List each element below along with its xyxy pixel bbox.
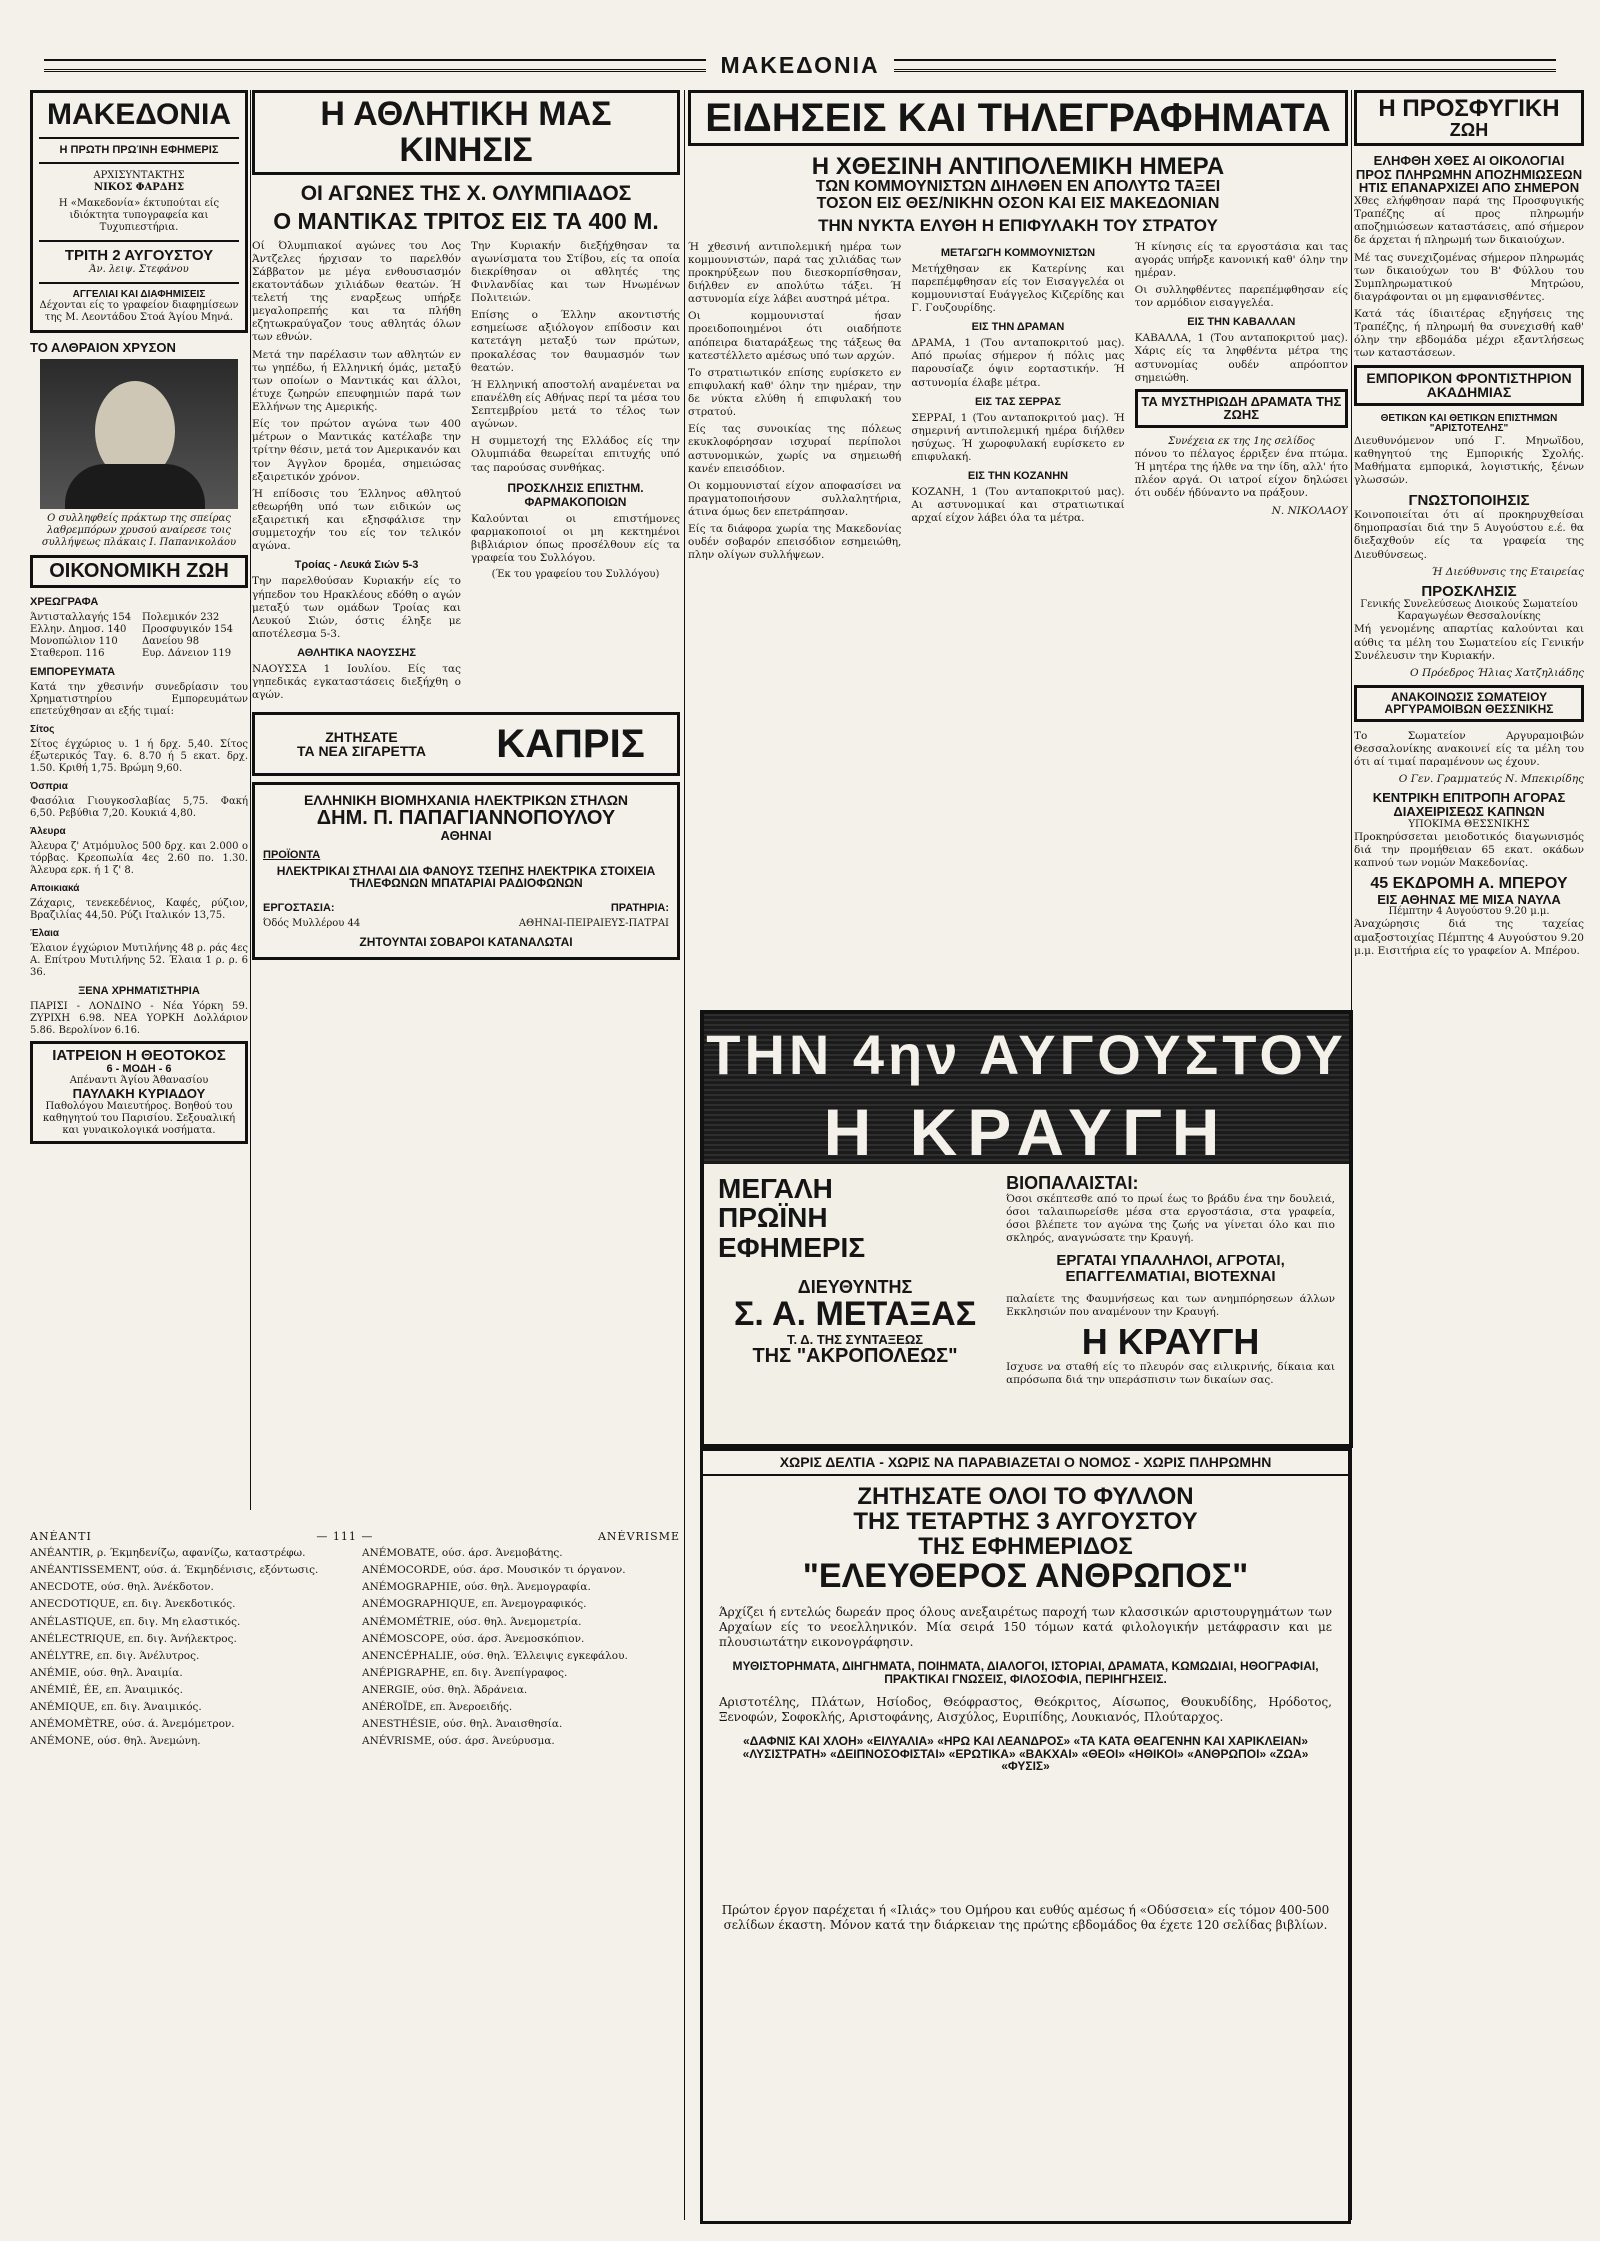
right-column xyxy=(1354,90,1584,2221)
clinic-text: Παθολόγου Μαιευτήρος. Βοηθού του καθηγητού του Παρισίου. Σεξουαλική και γυναικολογικά νοσήματα. xyxy=(42,1100,236,1136)
cig-line2: ΤΑ ΝΕΑ ΣΙΓΑΡΕΤΤΑ xyxy=(296,743,427,760)
oats-head: Όσπρια xyxy=(30,780,68,792)
sports-p2: Μετά την παρέλασιν των αθλητών εν τω γηπέδω, ή Ελληνική όμάς, μεταξύ των οποίων ο Μαντικάς και άλλοι, έτυχε ζωηρών επευφημιών παρά των Ελλήνων της Αμερικής. xyxy=(252,348,461,414)
ind-shops: ΑΘΗΝΑΙ-ΠΕΙΡΑΙΕΥΣ-ΠΑΤΡΑΙ xyxy=(518,917,669,929)
skins-text: Ζάχαρις, τενεκεδένιος, Καφές, ρύζιον, Βραζιλίας 44,50. Ρύζι Ιταλικόν 13,75. xyxy=(30,897,248,921)
bond-row: Άντισταλλαγής 154 xyxy=(30,611,132,623)
dict-entry: ANÉVRISME, ούσ. άρσ. Άνεύρυσμα. xyxy=(362,1735,555,1748)
dict-entry: ANÉMIÉ, ÉE, επ. Άναιμικός. xyxy=(30,1684,183,1696)
bonds-head: ΧΡΕΩΓΡΑΦΑ xyxy=(30,595,99,608)
saint-day: Άν. λειψ. Στεφάνου xyxy=(89,263,189,275)
news-h3: ΤΟΣΟΝ ΕΙΣ ΘΕΣ/ΝΙΚΗΝ ΟΣΟΝ ΚΑΙ ΕΙΣ ΜΑΚΕΔΟΝΙΑΝ xyxy=(816,194,1220,212)
ind-city: ΑΘΗΝΑΙ xyxy=(440,828,492,844)
masthead xyxy=(30,48,1570,82)
logo-subtitle: Η ΠΡΩΤΗ ΠΡΩΊΝΗ ΕΦΗΜΕΡΙΣ xyxy=(59,143,219,156)
ind-reps: ΖΗΤΟΥΝΤΑΙ ΣΟΒΑΡΟΙ ΚΑΤΑΝΑΛΩΤΑΙ xyxy=(359,934,573,949)
dict-entry: ANÉLASTIQUE, επ. διγ. Μη ελαστικός. xyxy=(30,1615,241,1628)
dict-entry: ANENCÉPHALIE, ούσ. θηλ. Έλλειψις εγκεφάλου. xyxy=(362,1649,628,1662)
kravgi-date: ΤΗΝ 4ην ΑΥΓΟΥΣΤΟΥ xyxy=(706,1023,1347,1086)
dict-col1 xyxy=(30,1547,348,1753)
photo-caption: Ο συλληφθείς πράκτωρ της σπείρας λαθρεμπόρων χρυσού αναίρεσε τοις συλλήψεως πλάκαις Ι. Παπανικολάου xyxy=(41,512,237,548)
sports-banner xyxy=(252,90,680,175)
dict-entry: ANÉANTIR, ρ. Έκμηδενίζω, αφανίζω, καταστρέφω. xyxy=(30,1547,306,1559)
oil-text: Έλαιον έγχώριον Μυτιλήνης 48 ρ. ράς 4ες Α. Επίτρου Μυτιλήνης 52. Έλαια 1 ρ. ρ. 6 36. xyxy=(30,942,248,978)
ads-text: Δέχονται είς το γραφείον διαφημίσεων της Μ. Λεοντάδου Στοά Άγίου Μηνά. xyxy=(39,300,239,324)
comm-head: ΚΕΝΤΡΙΚΗ ΕΠΙΤΡΟΠΗ ΑΓΟΡΑΣ ΔΙΑΧΕΙΡΙΣΕΩΣ ΚΑΠΝΩΝ xyxy=(1372,790,1566,819)
dict-header xyxy=(30,1530,680,1543)
sports-p3: Είς τον πρώτον αγώνα των 400 μέτρων ο Μαντικάς κατέλαβε την τρίτην θέσιν, μετά τον Αμερικανόν και τον Άγγλον δρομέα, σημειώσας εξαιρετικόν χρόνον. xyxy=(252,418,461,483)
eleft-footer: Πρώτον έργον παρέχεται ή «Ιλιάς» του Ομήρου και ευθύς αμέσως ή «Οδύσσεια» είς τόμον 400-500 σελίδων έκαστη. Μόνον κατά την διάρκειαν της πρώτης εβδομάδος θα έχετε 120 σελίδας βιβλίων. xyxy=(721,1902,1330,1932)
sec5-text: ΚΑΒΑΛΛΑ, 1 (Του ανταποκριτού μας). Χάρις είς τα ληφθέντα μέτρα της αστυνομίας ουδέν απρόοπτον σημειώθη. xyxy=(1134,332,1348,384)
ed-head: ΕΜΠΟΡΙΚΟΝ ΦΡΟΝΤΙΣΤΗΡΙΟΝ ΑΚΑΔΗΜΙΑΣ xyxy=(1366,369,1572,401)
sports-p4: Ή επίδοσις του Έλληνος αθλητού εθεωρήθη υπό των ειδικών ως εξαιρετική και εξησφάλισε την συμμετοχήν του είς τον τελικόν αγώνα. xyxy=(252,487,461,553)
sports-column xyxy=(252,90,680,1521)
call-text: Μή γενομένης απαρτίας καλούνται και αύθις τα μέλη του Σωματείου είς Γενικήν Συνέλευσιν την Κυριακήν. xyxy=(1354,623,1584,662)
sports-p1: Οί Όλυμπιακοί αγώνες του Λος Άντζελες ήρχισαν το παρελθόν Σάββατον με μέγα ενθουσιασμόν εκατοντάδων χιλιάδων θεατών. Ή τελετή της εναρξεως υπήρξε μεγαλοπρεπής και τα πλήθη εζητωκραύγαζον τους αθλητάς όλων των εθνών. xyxy=(252,239,461,344)
dict-entry: ANESTHÉSIE, ούσ. θηλ. Άναισθησία. xyxy=(362,1718,563,1731)
sec3-head: ΕΙΣ ΤΑΣ ΣΕΡΡΑΣ xyxy=(975,395,1061,408)
refugee-head: ΕΛΗΦΘΗ ΧΘΕΣ ΑΙ ΟΙΚΟΛΟΓΙΑΙ ΠΡΟΣ ΠΛΗΡΩΜΗΝ ΑΠΟΖΗΜΙΩΣΕΩΝ ΗΤΙΣ ΕΠΑΝΑΡΧΙΖΕΙ ΑΠΟ ΣΗΜΕΡΟΝ xyxy=(1355,153,1583,196)
editor-name: ΝΙΚΟΣ ΦΑΡΔΗΣ xyxy=(93,182,185,194)
ind-products-head: ΠΡΟΪΟΝΤΑ xyxy=(263,848,321,861)
gold-title: ΤΟ ΑΛΘΡΑΙΟΝ ΧΡΥΣΟΝ xyxy=(30,340,176,356)
dict-entry: ANÉMOBATE, ούσ. άρσ. Άνεμοβάτης. xyxy=(362,1547,563,1559)
notice-head: ΓΝΩΣΤΟΠΟΙΗΣΙΣ xyxy=(1408,492,1530,510)
trip-sub: ΕΙΣ ΑΘΗΝΑΣ ΜΕ ΜΙΣΑ ΝΑΥΛΑ xyxy=(1377,891,1561,907)
dict-hdr-center: — 111 — xyxy=(316,1530,374,1543)
bond-row: Πολεμικόν 232 xyxy=(142,611,220,623)
sec1-text: Μετήχθησαν εκ Κατερίνης και παρεπέμφθησαν είς τον Εισαγγελέα οι κομμουνισταί Ευάγγελος Κιζερίδης και Γ. Γουζουρίδης. xyxy=(911,262,1125,314)
news-h4: ΤΗΝ ΝΥΚΤΑ ΕΛΥΘΗ Η ΕΠΙΦΥΛΑΚΗ ΤΟΥ ΣΤΡΑΤΟΥ xyxy=(818,215,1218,235)
news-banner xyxy=(688,90,1348,146)
notice-sig: Ή Διεύθυνσις της Εταιρείας xyxy=(1431,565,1584,578)
wheat-text: Σίτος έγχώριος υ. 1 ή δρχ. 5,40. Σίτος έξωτερικός Ταγ. 6. 8.70 ή 5 εκατ. δρχ. 1.50. Κριθή 1,75. Βρώμη 9,60. xyxy=(30,738,248,774)
bonds-table xyxy=(30,612,248,660)
kravgi-banner xyxy=(704,1014,1349,1169)
dict-entry: ANÉLECTRIQUE, επ. διγ. Άνήλεκτρος. xyxy=(30,1632,237,1645)
eleft-list: ΜΥΘΙΣΤΟΡΗΜΑΤΑ, ΔΙΗΓΗΜΑΤΑ, ΠΟΙΗΜΑΤΑ, ΔΙΑΛΟΓΟΙ, ΙΣΤΟΡΙΑΙ, ΔΡΑΜΑΤΑ, ΚΩΜΩΔΙΑΙ, ΗΘΟΓΡΑΦΙΑΙ, ΠΡΑΚΤΙΚΑΙ ΓΝΩΣΕΙΣ, ΦΙΛΟΣΟΦΙΑ, ΠΕΡΙΗΓΗΣΕΙΣ. xyxy=(732,1658,1319,1686)
bond-row: Δανείου 98 xyxy=(142,635,200,647)
dict-entry: ANÉANTISSEMENT, ούσ. ά. Έκμηδένισις, εξόντωσις. xyxy=(30,1564,319,1577)
sports-h1: ΟΙ ΑΓΩΝΕΣ ΤΗΣ Χ. ΟΛΥΜΠΙΑΔΟΣ xyxy=(300,182,632,206)
kravgi-dir-sub: Τ. Δ. ΤΗΣ ΣΥΝΤΑΞΕΩΣ xyxy=(787,1331,924,1347)
cig-brand: ΚΑΠΡΙΣ xyxy=(496,722,645,767)
oats-text: Φασόλια Γιουγκοσλαβίας 5,75. Φακή 6,50. Ρεβύθια 7,20. Κουκιά 4,80. xyxy=(30,795,248,819)
trade-head: ΕΜΠΟΡΕΥΜΑΤΑ xyxy=(30,665,116,678)
fx-title: ΞΕΝΑ ΧΡΗΜΑΤΙΣΤΗΡΙΑ xyxy=(78,984,200,997)
portrait-photo xyxy=(40,359,238,509)
dict-entry: ANÉMOCORDE, ούσ. άρσ. Μουσικόν τι όργανον. xyxy=(362,1564,626,1577)
news-p8: Οι συλληφθέντες παρεπέμφθησαν είς τον αρμόδιον εισαγγελέα. xyxy=(1134,284,1348,310)
kravgi-workers: ΕΡΓΑΤΑΙ ΥΠΑΛΛΗΛΟΙ, ΑΓΡΟΤΑΙ, ΕΠΑΓΓΕΛΜΑΤΙΑΙ, ΒΙΟΤΕΧΝΑΙ xyxy=(1056,1252,1285,1286)
left-column xyxy=(30,90,248,1521)
refugee-p3: Κατά τάς ίδιαιτέρας εξηγήσεις της Τραπέζης, ή πληρωμή θα συνεχισθή καθ' όλην την εβδομάδα μέχρι εξαντλήσεως των καταστάσεων. xyxy=(1354,308,1584,360)
ind-line1: ΕΛΛΗΝΙΚΗ ΒΙΟΜΗΧΑΝΙΑ ΗΛΕΚΤΡΙΚΩΝ ΣΤΗΛΩΝ xyxy=(303,792,629,809)
wheat-head: Σίτος xyxy=(30,723,55,735)
trip-date: Πέμπτην 4 Αυγούστου 9.20 μ.μ. xyxy=(1388,906,1550,918)
kravgi-brand: Η ΚΡΑΥΓΗ xyxy=(1081,1321,1260,1363)
call-sig: Ο Πρόεδρος Ήλιας Χατζηλιάδης xyxy=(1410,666,1584,679)
ind-products: ΗΛΕΚΤΡΙΚΑΙ ΣΤΗΛΑΙ ΔΙΑ ΦΑΝΟΥΣ ΤΣΕΠΗΣ ΗΛΕΚΤΡΙΚΑ ΣΤΟΙΧΕΙΑ ΤΗΛΕΦΩΝΩΝ ΜΠΑΤΑΡΙΑΙ ΡΑΔΙΟΦΩΝΩΝ xyxy=(276,863,656,891)
race-text: Την παρελθούσαν Κυριακήν είς το γήπεδον του Ηρακλέους εδόθη ο αγών μεταξύ των ομάδων Τροίας και Λευκού Σιών, όστις έληξε με αποτέλεσμα 5-3. xyxy=(252,575,461,640)
sports-p5: Την Κυριακήν διεξήχθησαν τα αγωνίσματα του Στίβου, είς τα οποία διεκρίθησαν οι αθλητές της Φινλανδίας και των Ηνωμένων Πολιτειών. xyxy=(471,239,680,305)
clinic-street: Απέναντι Άγίου Άθανασίου xyxy=(69,1075,209,1087)
kravgi-dir-name: Σ. Α. ΜΕΤΑΞΑΣ xyxy=(733,1295,977,1334)
editor-label: ΑΡΧΙΣΥΝΤΑΚΤΗΣ xyxy=(93,170,185,182)
ind-factory: Όδός Μυλλέρου 44 xyxy=(263,917,361,929)
kravgi-right-text: Όσοι σκέπτεσθε από το πρωί έως το βράδυ ένα την δουλειά, όσοι ταλαιπωρείσθε μέσα στα εργοστάσια, στα γραφεία, όσοι βλέπετε τον αγώνα της ζωής να γίνεται όλο και πιο σκληρός, αναγνώσατε την Κραυγή. xyxy=(1006,1192,1335,1245)
sports-body xyxy=(252,240,680,707)
trip-text: Άναχώρησις διά της ταχείας αμαξοστοιχίας Πέμπτης 4 Αυγούστου 9.20 μ.μ. Εισιτήρια είς το γραφείον Α. Μπέρου. xyxy=(1354,918,1584,957)
econ-banner xyxy=(30,555,248,588)
sports-p8: Η συμμετοχή της Ελλάδος είς την Ολυμπιάδα θεωρείται επιτυχής υπό τας παρούσας συνθήκας. xyxy=(471,435,680,474)
bond-row: Προσφυγικόν 154 xyxy=(142,623,234,635)
union-sig: Ο Γεν. Γραμματεύς Ν. Μπεκιρίδης xyxy=(1398,773,1584,786)
dictionary-section xyxy=(30,1530,680,2220)
kravgi-left3: ΕΦΗΜΕΡΙΣ xyxy=(718,1231,866,1263)
kravgi-left1: ΜΕΓΑΛΗ xyxy=(718,1173,833,1204)
oil-head: Έλαια xyxy=(30,927,60,939)
sec2-text: ΔΡΑΜΑ, 1 (Του ανταποκριτού μας). Από πρωίας σήμερον ή πόλις μας παρουσίαζε όψιν εορταστικήν. Ή αστυνομία έλαβε μέτρα. xyxy=(911,337,1125,389)
kravgi-workers-text: παλαίετε της Φαυμνήσεως και των ανημπόρησεων άλλων Εκκλησιών που αναμένουν την Κραυγή. xyxy=(1006,1292,1335,1319)
sports-h2: Ο ΜΑΝΤΙΚΑΣ ΤΡΙΤΟΣ ΕΙΣ ΤΑ 400 Μ. xyxy=(273,208,659,235)
ind-shops-head: ΠΡΑΤΗΡΙΑ: xyxy=(610,901,669,914)
kravgi-dir-paper: ΤΗΣ "ΑΚΡΟΠΟΛΕΩΣ" xyxy=(752,1345,958,1368)
eleft-h1: ΖΗΤΗΣΑΤΕ ΟΛΟΙ ΤΟ ΦΥΛΛΟΝ xyxy=(857,1482,1194,1510)
dict-entry: ANECDOTIQUE, επ. διγ. Άνεκδοτικός. xyxy=(30,1598,236,1611)
dict-entry: ANÉMONE, ούσ. θηλ. Άνεμώνη. xyxy=(30,1735,201,1748)
econ-title: ΟΙΚΟΝΟΜΙΚΗ ΖΩΗ xyxy=(49,559,229,582)
sec4-head: ΕΙΣ ΤΗΝ ΚΟΖΑΝΗΝ xyxy=(967,470,1069,483)
clinic-sub: 6 - ΜΟΔΗ - 6 xyxy=(106,1062,172,1075)
cigarette-ad xyxy=(252,712,680,776)
sec2-head: ΕΙΣ ΤΗΝ ΔΡΑΜΑΝ xyxy=(971,321,1065,334)
dict-entry: ANÉPIGRAPHE, επ. διγ. Άνεπίγραφος. xyxy=(362,1666,568,1679)
ind-factory-head: ΕΡΓΟΣΤΑΣΙΑ: xyxy=(263,901,335,914)
myst-text: πόνου το πέλαγος έρριξεν ένα πτώμα. Ή μητέρα της ήλθε να την ίδη, αλλ' ήτο πλέον αργά. Οι ιατροί είχον δηλώσει ότι ουδέν ήδύναντο να πράξουν. xyxy=(1134,448,1348,500)
eleft-h3: ΤΗΣ ΕΦΗΜΕΡΙΔΟΣ xyxy=(918,1533,1133,1561)
refugee-p1: Χθες ελήφθησαν παρά της Προσφυγικής Τραπέζης αί προς πληρωμήν αποζημιώσεων καταστάσεις, από σήμερον δε άρχεται ή πληρωμή των δικαιούχων. xyxy=(1354,195,1584,247)
sports-p7: Ή Ελληνική αποστολή αναμένεται να επανέλθη είς Αθήνας περί τα μέσα του Σεπτεμβρίου μετά το τέλος των αγώνων. xyxy=(471,378,680,431)
dict-entry: ANÉLYTRE, επ. διγ. Άνέλυτρος. xyxy=(30,1649,200,1662)
news-body xyxy=(688,241,1348,567)
trip-head: 45 ΕΚΔΡΟΜΗ Α. ΜΠΕΡΟΥ xyxy=(1370,874,1568,892)
dict-entry: ANÉROÏDE, επ. Άνεροειδής. xyxy=(362,1701,513,1714)
kravgi-title: Η ΚΡΑΥΓΗ xyxy=(823,1095,1230,1169)
fx-text: ΠΑΡΙΣΙ - ΛΟΝΔΙΝΟ - Νέα Υόρκη 59. ΖΥΡΙΧΗ 6.98. ΝΕΑ ΥΟΡΚΗ Δολλάριον 5.86. Βερολίνον 6.16. xyxy=(30,1000,248,1036)
bond-row: Μονοπώλιον 110 xyxy=(30,635,118,647)
clinic-ad xyxy=(30,1041,248,1144)
sports-title: Η ΑΘΛΗΤΙΚΗ ΜΑΣ ΚΙΝΗΣΙΣ xyxy=(320,95,612,169)
ind-line2: ΔΗΜ. Π. ΠΑΠΑΓΙΑΝΝΟΠΟΥΛΟΥ xyxy=(316,807,616,830)
dict-hdr-left: ANÉANTI xyxy=(30,1530,92,1543)
refugee-banner xyxy=(1354,90,1584,146)
dict-entry: ANÉMOGRAPHIE, ούσ. θηλ. Άνεμογραφία. xyxy=(362,1581,591,1594)
eleft-authors: Αριστοτέλης, Πλάτων, Ησίοδος, Θεόφραστος, Θεόκριτος, Αίσωπος, Θουκυδίδης, Ηρόδοτος, Ξενοφών, Σοφοκλής, Αριστοφάνης, Αισχύλος, Ευριπίδης, Λουκιανός, Πλούταρχος. xyxy=(719,1695,1332,1725)
kravgi-dir-label: ΔΙΕΥΘΥΝΤΗΣ xyxy=(797,1277,913,1298)
refugee-title: Η ΠΡΟΣΦΥΓΙΚΗ xyxy=(1378,95,1560,122)
paper-logo-box xyxy=(30,90,248,333)
kravgi-right-head: ΒΙΟΠΑΛΑΙΣΤΑΙ: xyxy=(1006,1173,1139,1193)
clinic-title: ΙΑΤΡΕΙΟΝ Η ΘΕΟΤΟΚΟΣ xyxy=(52,1046,226,1064)
logo-title: ΜΑΚΕΔΟΝΙΑ xyxy=(46,98,232,131)
masthead-title: ΜΑΚΕΔΟΝΙΑ xyxy=(720,51,880,78)
union-head: ΑΝΑΚΟΙΝΩΣΙΣ ΣΩΜΑΤΕΙΟΥ ΑΡΓΥΡΑΜΟΙΒΩΝ ΘΕΣΣΝΙΚΗΣ xyxy=(1384,689,1554,717)
news-p5: Οι κομμουνισταί είχον αποφασίσει να πραγματοποιήσουν συλλαλητήρια, άτινα όμως δεν επετράπησαν. xyxy=(688,479,902,518)
race-head: Τροίας - Λευκά Σιών 5-3 xyxy=(294,559,419,572)
dict-entry: ANÉMOGRAPHIQUE, επ. Άνεμογραφικός. xyxy=(362,1598,587,1611)
sports-p6: Επίσης ο Έλλην ακοντιστής εσημείωσε αξιόλογον επίδοσιν και κατετάγη μεταξύ των πρώτων, προκαλέσας τον θαυμασμόν των θεατών. xyxy=(471,309,680,374)
printed-note: Η «Μακεδονία» έκτυπούται είς ιδιόκτητα τυπογραφεία και Τυχυπιεστήρια. xyxy=(58,198,220,234)
news-column xyxy=(688,90,1348,1001)
dict-col2 xyxy=(362,1547,680,1753)
pharm-head: ΠΡΟΣΚΛΗΣΙΣ ΕΠΙΣΤΗΜ. ΦΑΡΜΑΚΟΠΟΙΩΝ xyxy=(507,480,644,509)
column-rule xyxy=(684,90,685,2220)
naousa-head: ΑΘΛΗΤΙΚΑ ΝΑΟΥΣΣΗΣ xyxy=(297,647,416,660)
myst-sig: Ν. ΝΙΚΟΛΑΟΥ xyxy=(1271,504,1348,517)
kravgi-left2: ΠΡΩΪΝΗ xyxy=(718,1202,828,1234)
skins-head: Αποικιακά xyxy=(30,882,80,894)
kravgi-brand-text: Ισχυσε να σταθή είς το πλευρόν σας ειλικρινής, δίκαια και απρόσωπα διά την υπεράσπισιν των δικαίων σας. xyxy=(1006,1360,1335,1387)
cig-line1: ΖΗΤΗΣΑΤΕ xyxy=(325,728,398,745)
news-p4: Είς τας συνοικίας της πόλεως εκυκλοφόρησαν ισχυραί περίπολοι αστυνομικών, χωρίς να σημειωθή κανέν επεισόδιον. xyxy=(688,423,902,475)
naousa-text: ΝΑΟΥΣΣΑ 1 Ιουλίου. Είς τας γηπεδικάς εγκαταστάσεις διεξήχθη ο αγών. xyxy=(252,663,461,702)
clinic-doctor: ΠΑΥΛΑΚΗ ΚΥΡΙΑΔΟΥ xyxy=(72,1086,206,1102)
news-p6: Είς τα διάφορα χωρία της Μακεδονίας ουδέν σοβαρόν επεισόδιον εσημειώθη, πλην ολίγων συλλήψεων. xyxy=(688,523,902,562)
battery-ad xyxy=(252,782,680,959)
refugee-subtitle: ΖΩΗ xyxy=(1449,120,1489,141)
ed-sub: ΘΕΤΙΚΩΝ ΚΑΙ ΘΕΤΙΚΩΝ ΕΠΙΣΤΗΜΩΝ "ΑΡΙΣΤΟΤΕΛΗΣ" xyxy=(1380,412,1558,435)
ed-text: Διευθυνόμενον υπό Γ. Μηνωϊδου, καθηγητού της Εμπορικής Σχολής. Μαθήματα εμπορικά, λογιστικής, ξένων γλωσσών. xyxy=(1354,434,1584,487)
eleft-topline: ΧΩΡΙΣ ΔΕΛΤΙΑ - ΧΩΡΙΣ ΝΑ ΠΑΡΑΒΙΑΖΕΤΑΙ Ο ΝΟΜΟΣ - ΧΩΡΙΣ ΠΛΗΡΩΜΗΝ xyxy=(703,1451,1348,1476)
news-title: ΕΙΔΗΣΕΙΣ ΚΑΙ ΤΗΛΕΓΡΑΦΗΜΑΤΑ xyxy=(705,96,1331,140)
news-p2: Οι κομμουνισταί ήσαν προειδοποιημένοι ότι οιαδήποτε απόπειρα διαταράξεως της τάξεως θα κατεστέλλετο αμέσως υπό των αρχών. xyxy=(688,310,902,362)
eleft-text: Άρχίζει ή εντελώς δωρεάν προς όλους ανεξαιρέτως παροχή των κλασσικών αριστουργημάτων των Αρχαίων είς το νεοελληνικόν. Μία σειρά 150 τόμων κατά φιλολογικήν μετάφρασιν και με πλουσιωτάτην εικονογράφησιν. xyxy=(719,1604,1332,1649)
dict-entry: ANERGIE, ούσ. θηλ. Άδράνεια. xyxy=(362,1684,528,1696)
pharm-sig: (Έκ του γραφείου του Συλλόγου) xyxy=(491,569,660,581)
flour-text: Άλευρα ζ' Ατμόμυλος 500 δρχ. και 2.000 ο τόρβας. Κρεοπωλία 4ες 2.60 πο. 1.30. Άλευρα ερκ. ή 1 ζ' 8. xyxy=(30,840,248,876)
ads-head: ΑΓΓΕΛΙΑΙ ΚΑΙ ΔΙΑΦΗΜΙΣΕΙΣ xyxy=(72,288,206,300)
news-p1: Ή χθεσινή αντιπολεμική ημέρα των κομμουνιστών, παρά τας χιλιάδας των προκηρύξεων που διεσκορπίσθησαν, διήλθεν εν απολύτω τάξει. Ή αστυνομία είχε λάβει αυστηρά μέτρα. xyxy=(688,240,902,306)
union-text: Το Σωματείον Αργυραμοιβών Θεσσαλονίκης ανακοινεί είς τα μέλη του ότι αί τιμαί παραμένουν ως έχουν. xyxy=(1354,729,1584,769)
dict-entry: ANÉMOMÈTRE, ούσ. ά. Άνεμόμετρον. xyxy=(30,1718,235,1731)
dict-entry: ANÉMIQUE, επ. διγ. Άναιμικός. xyxy=(30,1701,202,1714)
myst-sub: Συνέχεια εκ της 1ης σελίδος xyxy=(1168,436,1315,448)
mystery-box xyxy=(1135,389,1348,428)
myst-head: ΤΑ ΜΥΣΤΗΡΙΩΔΗ ΔΡΑΜΑΤΑ ΤΗΣ ΖΩΗΣ xyxy=(1141,393,1342,423)
dict-entry: ANÉMOSCOPE, ούσ. άρσ. Άνεμοσκόπιον. xyxy=(362,1632,585,1645)
dict-entry: ANECDOTE, ούσ. θηλ. Άνέκδοτον. xyxy=(30,1581,214,1594)
news-h2: ΤΩΝ ΚΟΜΜΟΥΝΙΣΤΩΝ ΔΙΗΛΘΕΝ ΕΝ ΑΠΟΛΥΤΩ ΤΑΞΕΙ xyxy=(815,178,1221,196)
news-h1: Η ΧΘΕΣΙΝΗ ΑΝΤΙΠΟΛΕΜΙΚΗ ΗΜΕΡΑ xyxy=(811,153,1225,180)
trade-text: Κατά την χθεσινήν συνεδρίασιν του Χρηματιστηρίου Εμπορευμάτων επετεύχθησαν αι εξής τιμαί: xyxy=(30,681,248,717)
refugee-p2: Μέ τας συνεχιζομένας σήμερον πληρωμάς των δικαιούχων του Β' Φύλλου του Συμπληρωματικού Μητρώου, διαγράφονται οι μη εμφανισθέντες. xyxy=(1354,251,1584,303)
bond-row: Σταθεροπ. 116 xyxy=(30,647,105,659)
flour-head: Άλευρα xyxy=(30,825,66,837)
eleft-titles: «ΔΑΦΝΙΣ ΚΑΙ ΧΛΟΗ» «ΕΙΛΥΑΛΙΑ» «ΗΡΩ ΚΑΙ ΛΕΑΝΔΡΟΣ» «ΤΑ ΚΑΤΑ ΘΕΑΓΕΝΗΝ ΚΑΙ ΧΑΡΙΚΛΕΙΑΝ» «ΛΥΣΙΣΤΡΑΤΗ» «ΔΕΙΠΝΟΣΟΦΙΣΤΑΙ» «ΕΡΩΤΙΚΑ» «ΒΑΚΧΑΙ» «ΘΕΟΙ» «ΗΘΙΚΟΙ» «ΑΝΘΡΩΠΟΙ» «ΖΩΑ» «ΦΥΣΙΣ» xyxy=(742,1734,1309,1774)
dict-entry: ANÉMIE, ούσ. θηλ. Άναιμία. xyxy=(30,1666,183,1679)
sec3-text: ΣΕΡΡΑΙ, 1 (Του ανταποκριτού μας). Ή σημερινή αντιπολεμική ημέρα διήλθεν ησύχως. Ή χωροφυλακή ευρίσκετο εν επιφυλακή. xyxy=(911,411,1125,463)
union-box xyxy=(1354,685,1584,722)
eleft-h2: ΤΗΣ ΤΕΤΑΡΤΗΣ 3 ΑΥΓΟΥΣΤΟΥ xyxy=(853,1507,1198,1535)
kravgi-ad xyxy=(700,1010,1353,1448)
dict-hdr-right: ANÉVRISME xyxy=(597,1530,680,1543)
bond-row: Ελλην. Δημοσ. 140 xyxy=(30,623,127,635)
dict-entry: ANÉMOMÉTRIE, ούσ. θηλ. Άνεμομετρία. xyxy=(362,1615,582,1628)
column-rule xyxy=(250,90,251,1510)
call-sub: Γενικής Συνελεύσεως Διοικούς Σωματείου Καραγωγέων Θεσσαλονίκης xyxy=(1360,599,1578,623)
call-head: ΠΡΟΣΚΛΗΣΙΣ xyxy=(1421,582,1517,600)
academy-ad xyxy=(1354,365,1584,406)
sec1-head: ΜΕΤΑΓΩΓΗ ΚΟΜΜΟΥΝΙΣΤΩΝ xyxy=(940,246,1096,259)
bond-row: Ευρ. Δάνειον 119 xyxy=(142,647,232,659)
comm-sub: ΥΠΟΚΙΜΑ ΘΕΣΣΝΙΚΗΣ xyxy=(1408,818,1530,830)
sec4-text: ΚΟΖΑΝΗ, 1 (Του ανταποκριτού μας). Αι αστυνομικαί και στρατιωτικαί αρχαί είχον λάβει όλα τα μέτρα. xyxy=(911,486,1125,525)
news-p3: Το στρατιωτικόν επίσης ευρίσκετο εν επιφυλακή καθ' όλην την ημέραν, την δε νύκτα ελύθη ή επιφυλακή του στρατού. xyxy=(688,366,902,419)
notice-text: Κοινοποιείται ότι αί προκηρυχθείσαι δημοπρασίαι διά την 5 Αυγούστου ε.έ. θα διεξαχθούν είς τα γραφεία της Διευθύνσεως. xyxy=(1354,509,1584,561)
eleftheros-ad xyxy=(700,1448,1351,2224)
pharm-text: Καλούνται οι επιστήμονες φαρμακοποιοί οι μη κεκτημένοι βιβλιάριον όπως προσέλθουν είς τα γραφεία του Συλλόγου. xyxy=(471,512,680,565)
eleft-title: "ΕΛΕΥΘΕΡΟΣ ΑΝΘΡΩΠΟΣ" xyxy=(802,1557,1249,1596)
sec5-head: ΕΙΣ ΤΗΝ ΚΑΒΑΛΛΑΝ xyxy=(1187,316,1296,329)
comm-text: Προκηρύσσεται μειοδοτικός διαγωνισμός διά την προμήθειαν 65 εκατ. οκάδων καπνού των νομών Μακεδονίας. xyxy=(1354,830,1584,869)
issue-date: ΤΡΙΤΗ 2 ΑΥΓΟΥΣΤΟΥ xyxy=(64,247,214,265)
news-p7: Ή κίνησις είς τα εργοστάσια και τας αγοράς υπήρξε κανονική καθ' όλην την ημέραν. xyxy=(1134,240,1348,279)
